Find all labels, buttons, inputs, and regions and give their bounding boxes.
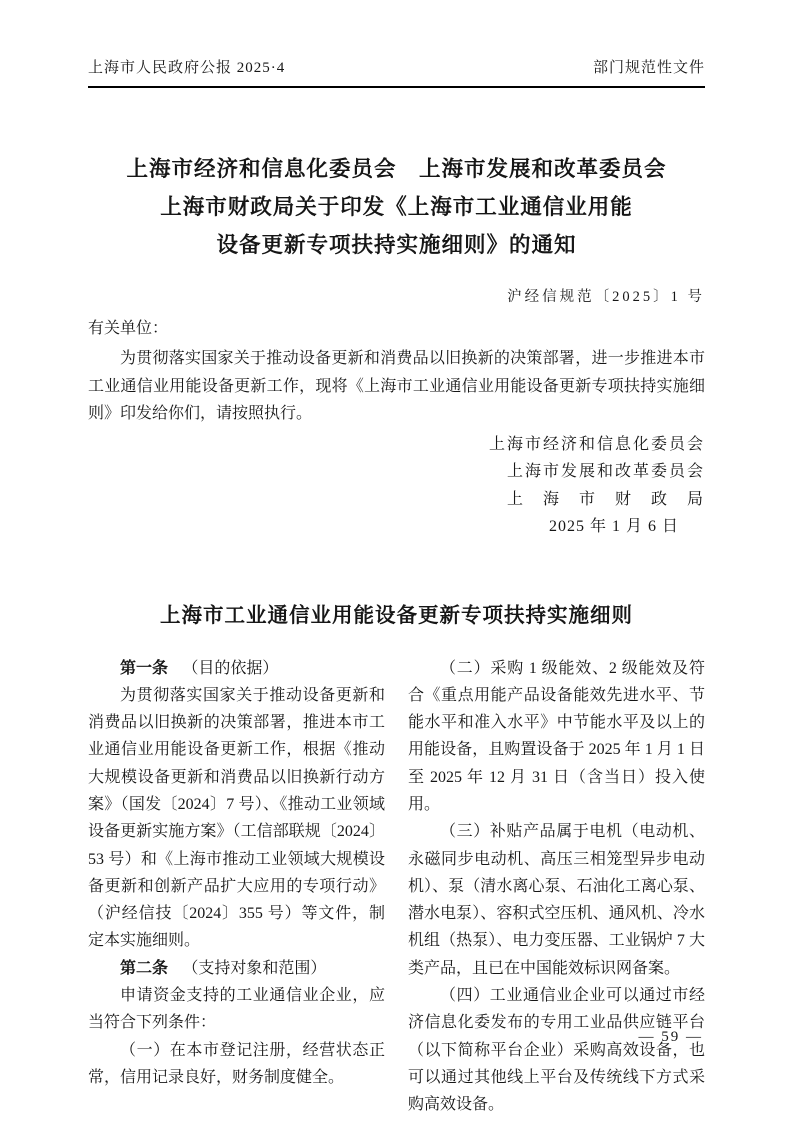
gazette-issue-label: 上海市人民政府公报 2025·4 [88, 60, 286, 76]
article-heading [88, 655, 385, 682]
article-paragraph: （四）工业通信业企业可以通过市经济信息化委发布的专用工业品供应链平台（以下简称平台企业）采购高效设备，也可以通过其他线上平台及传统线下方式采购高效设备。 [408, 987, 705, 1114]
article-subject: （目的依据） [182, 659, 279, 677]
document-number: 沪经信规范〔2025〕1 号 [507, 289, 705, 305]
article-number: 第一条 [120, 659, 169, 677]
article-paragraph: 申请资金支持的工业通信业企业，应当符合下列条件： [88, 987, 385, 1032]
document-category-label: 部门规范性文件 [592, 60, 705, 76]
article-number: 第二条 [120, 959, 169, 977]
two-column-body [88, 655, 705, 1119]
article-paragraph: （一）在本市登记注册，经营状态正常，信用记录良好，财务制度健全。 [88, 1041, 385, 1086]
notice-title-line: 上海市经济和信息化委员会 上海市发展和改革委员会 [126, 157, 667, 181]
article-paragraph: （三）补贴产品属于电机（电动机、永磁同步电动机、高压三相笼型异步电动机）、泵（清水离心泵、石油化工离心泵、潜水电泵）、容积式空压机、通风机、冷水机组（热泵）、电力变压器、工业锅炉 7 大类产品，且已在中国能效标识网备案。 [408, 823, 705, 977]
regulation-title: 上海市工业通信业用能设备更新专项扶持实施细则 [160, 604, 633, 627]
left-column [88, 655, 385, 1119]
notice-title-line: 设备更新专项扶持实施细则》的通知 [216, 233, 577, 257]
article-subject: （支持对象和范围） [182, 959, 327, 977]
right-column [408, 655, 705, 1119]
page-header [88, 56, 705, 77]
signer-name: 上 海 市 财 政 局 [506, 490, 705, 508]
signer-name: 上海市发展和改革委员会 [506, 463, 705, 480]
article-heading [88, 955, 385, 982]
notice-title [88, 150, 705, 264]
notice-body-paragraph: 为贯彻落实国家关于推动设备更新和消费品以旧换新的决策部署，进一步推进本市工业通信业用能设备更新工作，现将《上海市工业通信业用能设备更新专项扶持实施细则》印发给你们，请按照执行。 [88, 350, 705, 422]
signature-date: 2025 年 1 月 6 日 [548, 518, 679, 535]
header-divider [88, 86, 705, 88]
article-paragraph: （二）采购 1 级能效、2 级能效及符合《重点用能产品设备能效先进水平、节能水平和准入水平》中节能水平及以上的用能设备，且购置设备于 2025 年 1 月 1 日至 2025 年 12 月 31 日（含当日）投入使用。 [408, 659, 705, 813]
article-paragraph: 为贯彻落实国家关于推动设备更新和消费品以旧换新的决策部署，推进本市工业通信业用能设备更新工作，根据《推动大规模设备更新和消费品以旧换新行动方案》（国发〔2024〕7 号）、《推动工业领域设备更新实施方案》（工信部联规〔2024〕53 号）和《上海市推动工业领域大规模设备更新和创新产品扩大应用的专项行动》（沪经信技〔2024〕355 号）等文件，制定本实施细则。 [88, 686, 385, 950]
notice-title-line: 上海市财政局关于印发《上海市工业通信业用能 [160, 195, 633, 219]
salutation: 有关单位： [88, 320, 169, 337]
page-number: — 59 — [638, 1029, 703, 1045]
signature-block [88, 431, 705, 541]
signer-name: 上海市经济和信息化委员会 [488, 435, 705, 453]
